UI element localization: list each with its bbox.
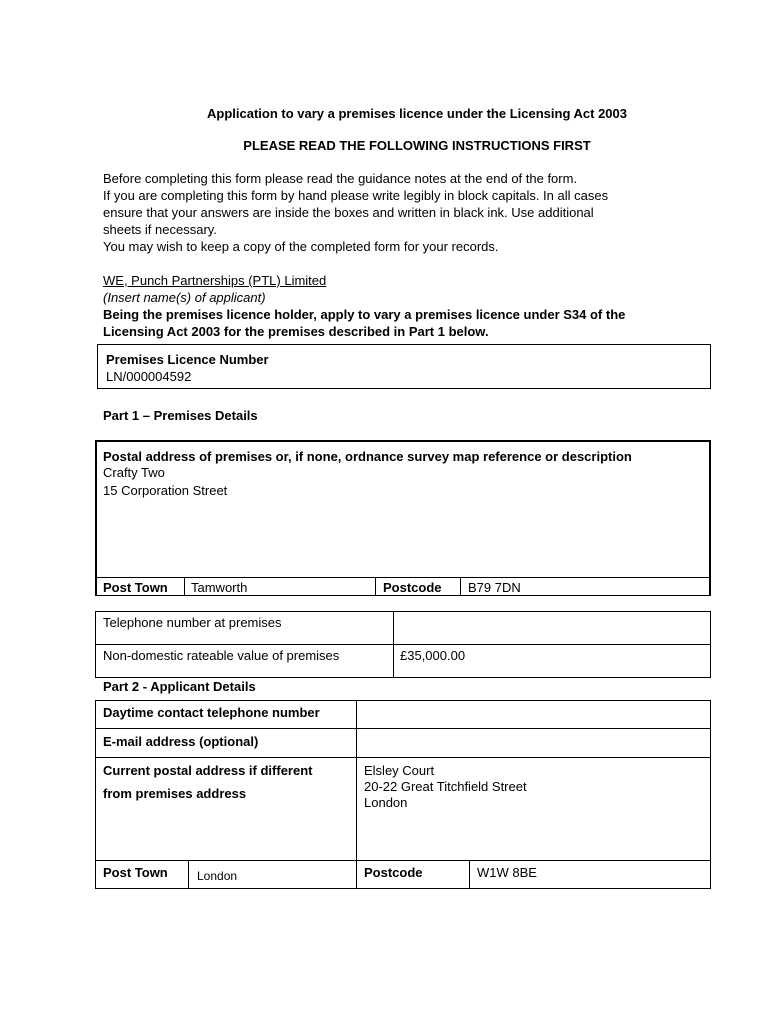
applicant-post-town-label: Post Town bbox=[103, 865, 168, 880]
instruction-line: ensure that your answers are inside the boxes and written in black ink. Use additional bbox=[103, 205, 594, 220]
premises-address-line[interactable]: Crafty Two bbox=[103, 465, 165, 480]
declaration-line: Being the premises licence holder, apply to vary a premises licence under S34 of the bbox=[103, 307, 626, 322]
divider bbox=[95, 728, 711, 729]
postal-address-label: from premises address bbox=[103, 786, 247, 801]
telephone-label: Telephone number at premises bbox=[103, 615, 282, 630]
postcode-value[interactable]: B79 7DN bbox=[468, 580, 521, 595]
divider bbox=[460, 577, 461, 596]
part2-heading: Part 2 - Applicant Details bbox=[103, 679, 256, 694]
premises-address-label: Postal address of premises or, if none, ordnance survey map reference or description bbox=[103, 449, 632, 464]
applicant-block bbox=[103, 272, 683, 340]
applicant-postcode-label: Postcode bbox=[364, 865, 423, 880]
applicant-post-town-value[interactable]: London bbox=[197, 869, 238, 883]
postal-address-line[interactable]: London bbox=[364, 795, 408, 810]
divider bbox=[95, 757, 711, 758]
postcode-label: Postcode bbox=[383, 580, 442, 595]
instruction-line: sheets if necessary. bbox=[103, 222, 217, 237]
divider bbox=[95, 644, 711, 645]
instruction-line: If you are completing this form by hand please write legibly in block capitals. In all cases bbox=[103, 188, 609, 203]
premises-address-line[interactable]: 15 Corporation Street bbox=[103, 483, 228, 498]
divider bbox=[375, 577, 376, 596]
post-town-label: Post Town bbox=[103, 580, 168, 595]
applicant-postcode-value[interactable]: W1W 8BE bbox=[477, 865, 537, 880]
instruction-line: You may wish to keep a copy of the completed form for your records. bbox=[103, 239, 499, 254]
rateable-value-label: Non-domestic rateable value of premises bbox=[103, 648, 340, 663]
divider bbox=[188, 860, 189, 889]
part1-heading: Part 1 – Premises Details bbox=[103, 408, 258, 423]
instruction-line: Before completing this form please read the guidance notes at the end of the form. bbox=[103, 171, 578, 186]
rateable-value[interactable]: £35,000.00 bbox=[400, 648, 466, 663]
applicant-name: WE, Punch Partnerships (PTL) Limited bbox=[103, 273, 327, 288]
divider bbox=[393, 611, 394, 678]
postal-address-line[interactable]: Elsley Court bbox=[364, 763, 435, 778]
declaration-line: Licensing Act 2003 for the premises described in Part 1 below. bbox=[103, 324, 489, 339]
form-title: Application to vary a premises licence under the Licensing Act 2003 bbox=[207, 106, 627, 121]
divider bbox=[95, 577, 711, 578]
divider bbox=[469, 860, 470, 889]
applicant-hint: (Insert name(s) of applicant) bbox=[103, 290, 266, 305]
daytime-phone-label: Daytime contact telephone number bbox=[103, 705, 320, 720]
postal-address-label: Current postal address if different bbox=[103, 763, 313, 778]
divider bbox=[184, 577, 185, 596]
licence-number-value[interactable]: LN/000004592 bbox=[106, 369, 192, 384]
instructions-text bbox=[103, 170, 683, 255]
email-label: E-mail address (optional) bbox=[103, 734, 259, 749]
licence-number-label: Premises Licence Number bbox=[106, 352, 269, 367]
postal-address-line[interactable]: 20-22 Great Titchfield Street bbox=[364, 779, 527, 794]
instructions-heading: PLEASE READ THE FOLLOWING INSTRUCTIONS FIRST bbox=[243, 138, 591, 153]
post-town-value[interactable]: Tamworth bbox=[191, 580, 248, 595]
